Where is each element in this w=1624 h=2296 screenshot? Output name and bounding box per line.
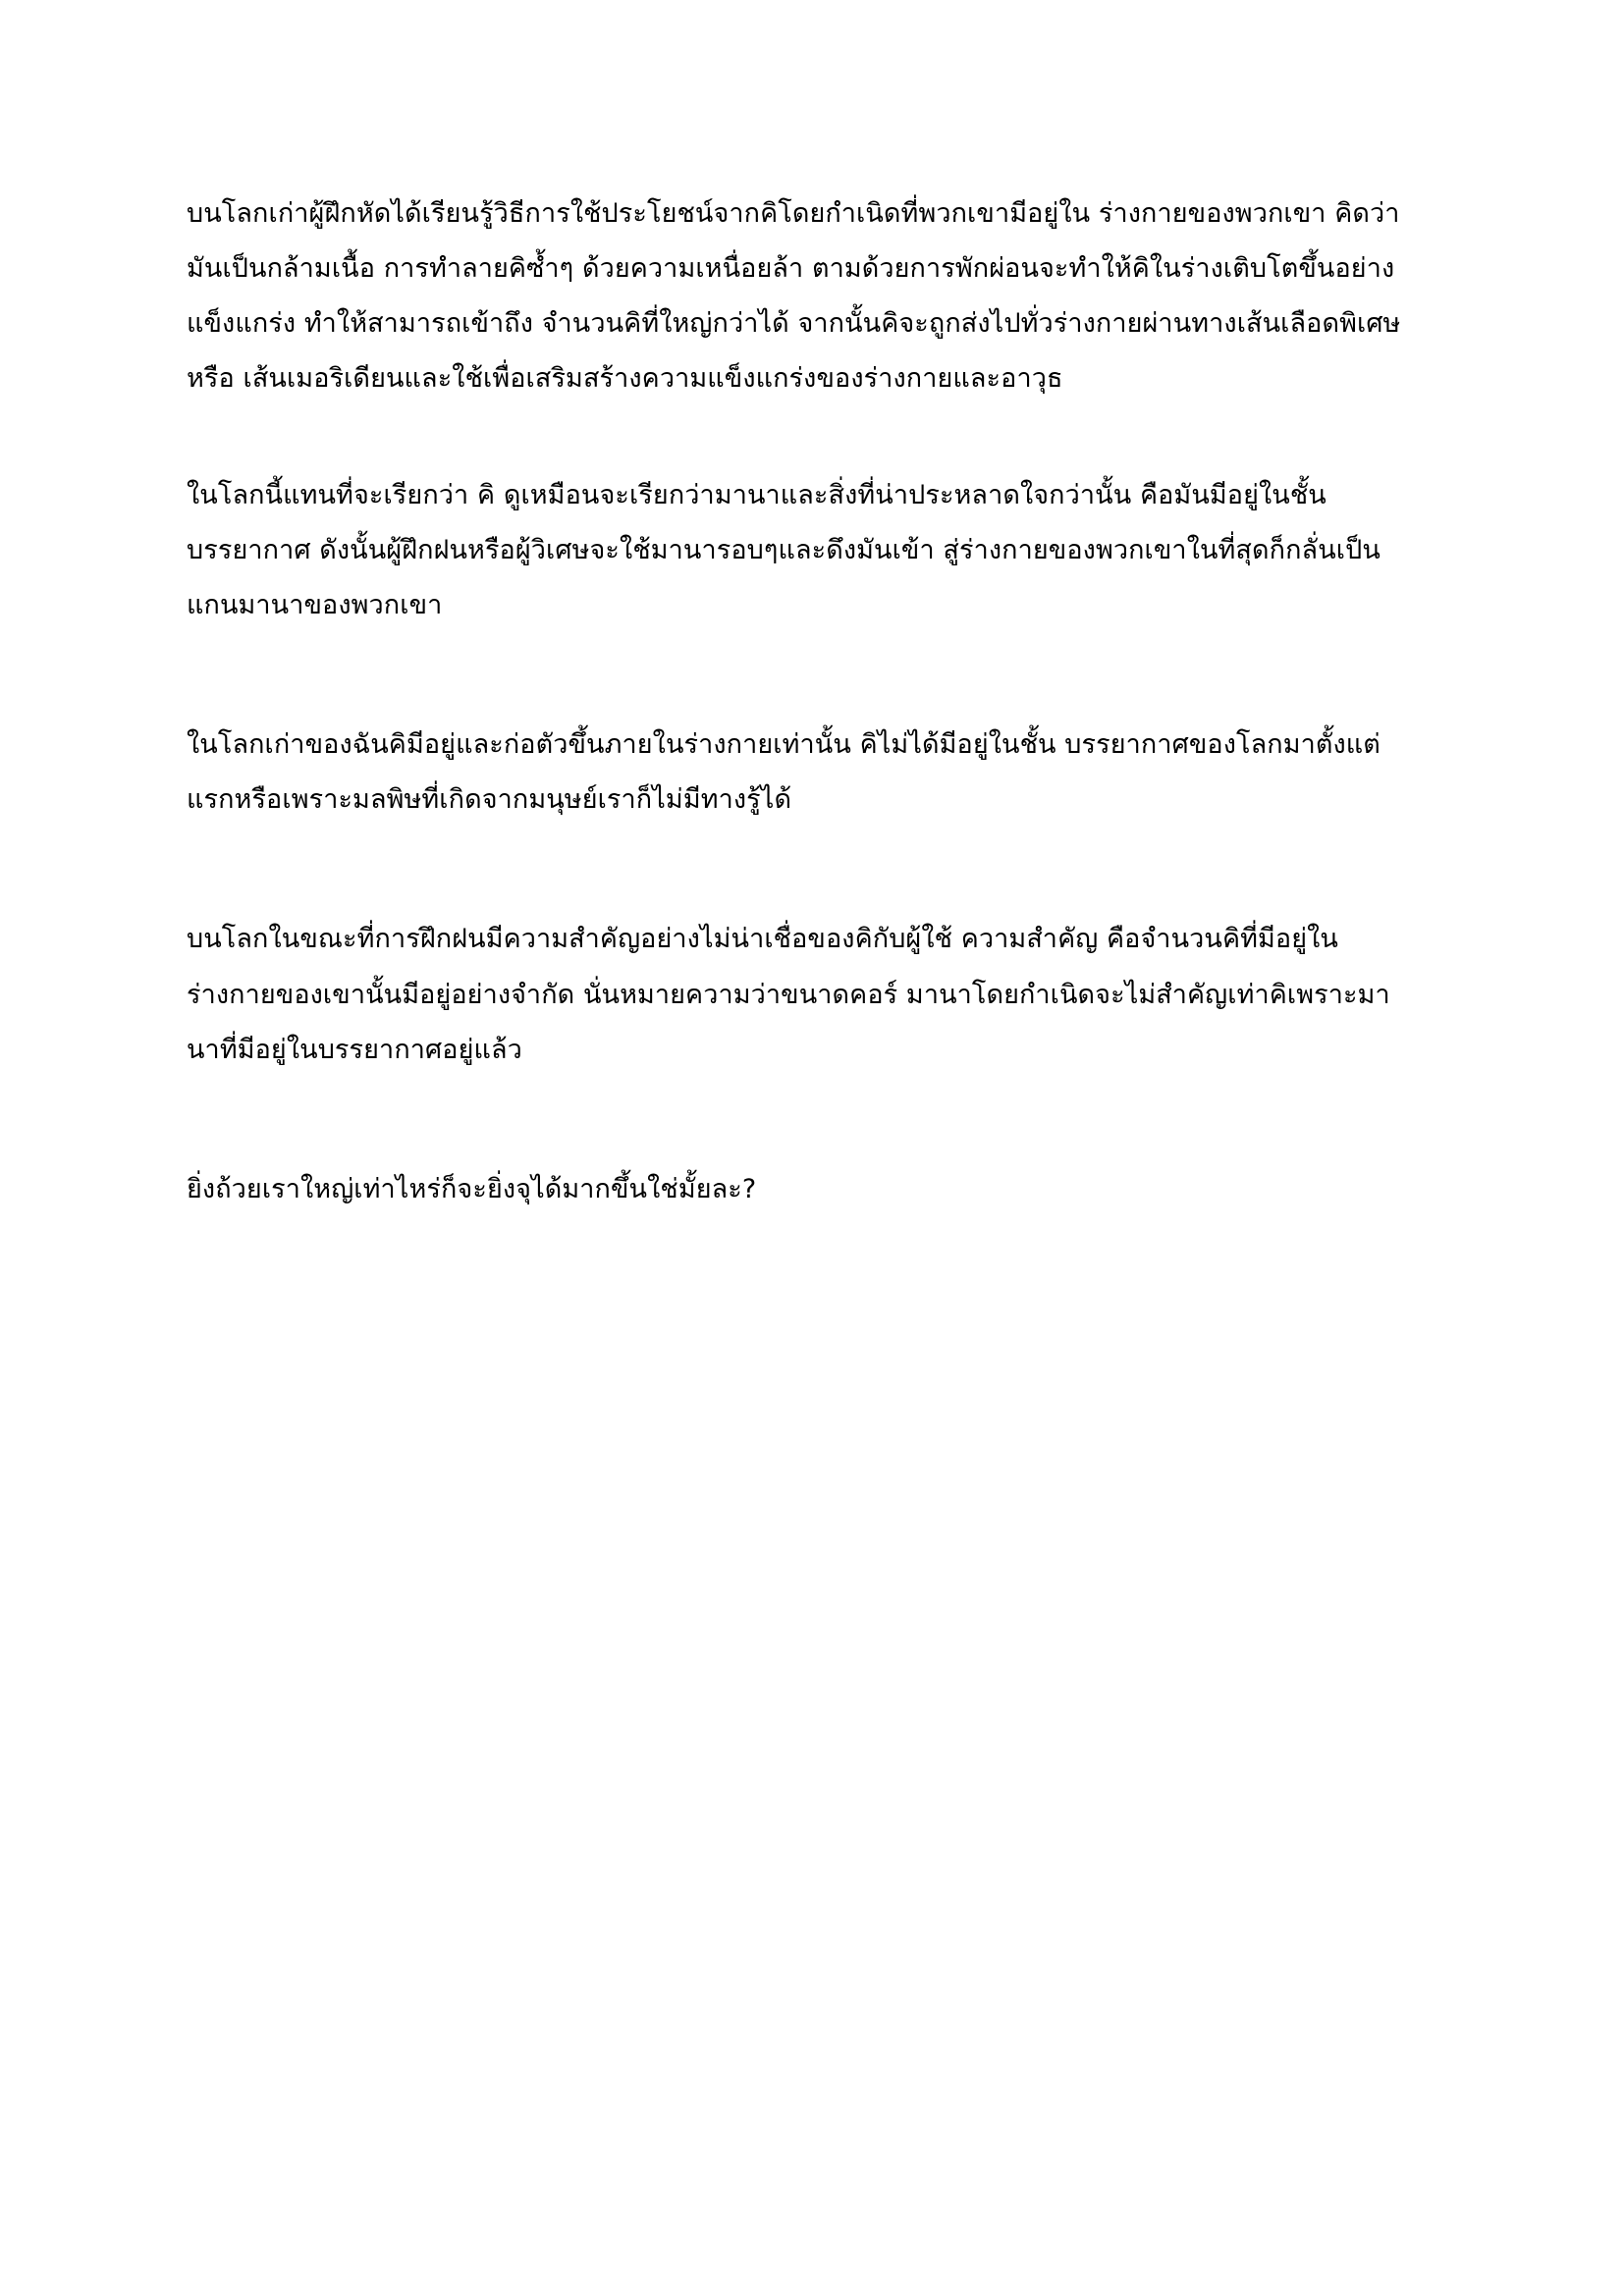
paragraph: บนโลกเก่าผู้ฝึกหัดได้เรียนรู้วิธีการใช้ประโยชน์จากคิโดยกำเนิดที่พวกเขามีอยู่ใน ร่างกายของพวกเขา คิดว่ามันเป็นกล้ามเนื้อ การทำลายคิซ้ำๆ ด้วยความเหนื่อยล้า ตามด้วยการพักผ่อนจะทำให้คิในร่างเติบโตขึ้นอย่างแข็งแกร่ง ทำให้สามารถเข้าถึง จำนวนคิที่ใหญ่กว่าได้ จากนั้นคิจะถูกส่งไปทั่วร่างกายผ่านทางเส้นเลือดพิเศษหรือ เส้นเมอริเดียนและใช้เพื่อเสริมสร้างความแข็งแกร่งของร่างกายและอาวุธ — [187, 198, 1401, 395]
paragraph: ในโลกนี้แทนที่จะเรียกว่า คิ ดูเหมือนจะเรียกว่ามานาและสิ่งที่น่าประหลาดใจกว่านั้น คือมันมีอยู่ในชั้นบรรยากาศ ดังนั้นผู้ฝึกฝนหรือผู้วิเศษจะใช้มานารอบๆและดึงมันเข้า สู่ร่างกายของพวกเขาในที่สุดก็กลั่นเป็นแกนมานาของพวกเขา — [187, 479, 1380, 620]
document-body — [187, 187, 1423, 1217]
paragraph: ยิ่งถ้วยเราใหญ่เท่าไหร่ก็จะยิ่งจุได้มากขึ้นใช่มั้ยละ? — [187, 1173, 757, 1204]
paragraph: ในโลกเก่าของฉันคิมีอยู่และก่อตัวขึ้นภายในร่างกายเท่านั้น คิไม่ได้มีอยู่ในชั้น บรรยากาศของโลกมาตั้งแต่แรกหรือเพราะมลพิษที่เกิดจากมนุษย์เราก็ไม่มีทางรู้ได้ — [187, 729, 1380, 816]
paragraph: บนโลกในขณะที่การฝึกฝนมีความสำคัญอย่างไม่น่าเชื่อของคิกับผู้ใช้ ความสำคัญ คือจำนวนคิที่มีอยู่ในร่างกายของเขานั้นมีอยู่อย่างจำกัด นั่นหมายความว่าขนาดคอร์ มานาโดยกำเนิดจะไม่สำคัญเท่าคิเพราะมานาที่มีอยู่ในบรรยากาศอยู่แล้ว — [187, 924, 1390, 1065]
